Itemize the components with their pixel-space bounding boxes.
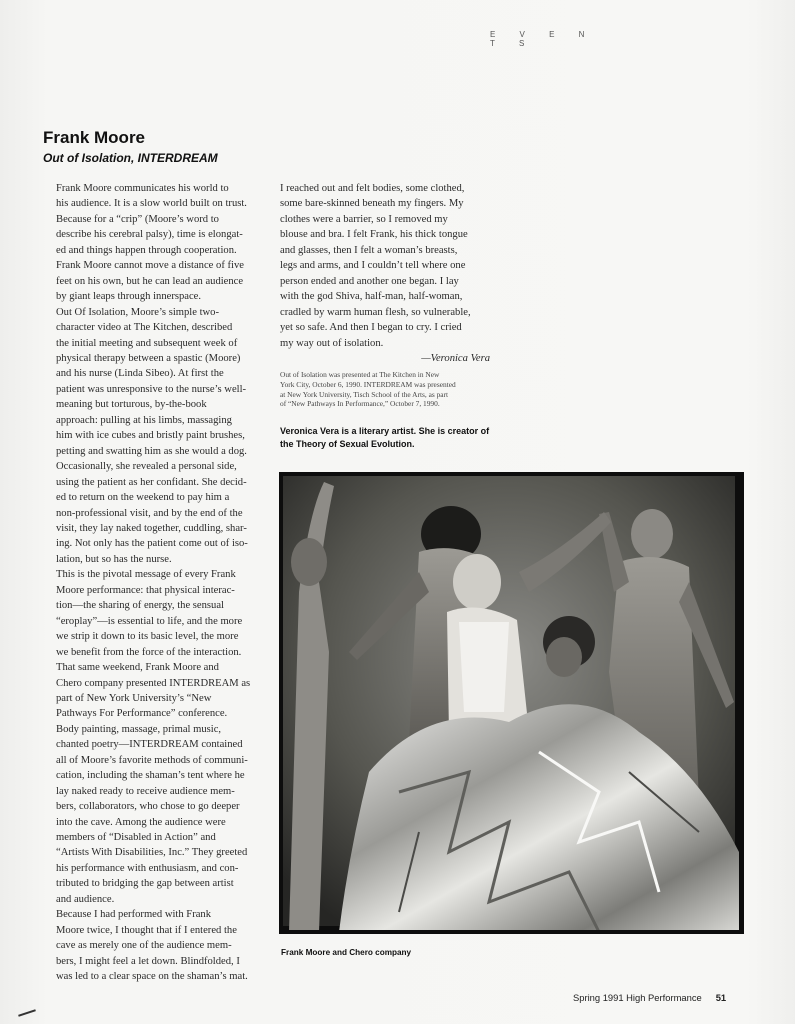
right-column: [280, 181, 510, 366]
issue-label: Spring 1991 High Performance: [573, 992, 702, 1003]
page-number: 51: [715, 992, 727, 1003]
section-header: E V E N T S: [490, 30, 596, 48]
page-footer: [573, 992, 726, 1003]
left-column: [42, 181, 260, 985]
photo-image: [279, 472, 744, 934]
article-title: Frank Moore: [43, 128, 146, 147]
paragraph: Out Of Isolation, Moore’s simple two- character video at The Kitchen, described the initial meeting and subsequent week of physical therapy between a spastic (Moore) and his nurse (Linda Sibeo). At first the patient was unresponsive to the nurse’s well- meaning but torturous, by-the-book approach: pulling at his limbs, massaging him with ice cubes and bristly paint brushes, petting and swatting him as she would a dog. Occasionally, she revealed a personal side, using the patient as her confidant. She decid- ed to return on the weekend to pay him a non-professional visit, and by the end of the visit, they lay naked together, cuddling, shar- ing. Not only has the patient come out of iso- lation, but so has the nurse.: [56, 306, 248, 565]
article-subtitle: Out of Isolation, INTERDREAM: [43, 151, 218, 165]
performance-photo: [279, 472, 744, 934]
photo-caption: Frank Moore and Chero company: [281, 948, 412, 957]
scan-mark: [18, 1009, 36, 1016]
author-signature: —Veronica Vera: [421, 352, 490, 364]
author-bio: Veronica Vera is a literary artist. She is creator of the Theory of Sexual Evolution.: [280, 426, 490, 449]
paragraph: That same weekend, Frank Moore and Chero company presented INTERDREAM as part of New York University’s “New Pathways For Performance” conference. Body painting, massage, primal music, chanted poetry—INTERDREAM contained all of Moore’s favorite methods of communi- cation, including the shaman’s tent where he lay naked ready to receive audience mem- bers, collaborators, who chose to go deeper into the cave. Among the audience were members of “Disabled in Action” and “Artists With Disabilities, Inc.” They greeted his performance with enthusiasm, and con- tributed to bridging the gap between artist and audience.: [56, 662, 251, 905]
paragraph: This is the pivotal message of every Frank Moore performance: that physical interac- tion—the sharing of energy, the sensual “eroplay”—is essential to life, and the more we strip it down to its basic level, the more we benefit from the force of the interaction.: [56, 569, 243, 658]
paragraph: Because I had performed with Frank Moore twice, I thought that if I entered the cave as merely one of the audience mem- bers, I might feel a let down. Blindfolded, I was led to a clear space on the shaman’s mat.: [56, 909, 248, 983]
performance-note: Out of Isolation was presented at The Kitchen in New York City, October 6, 1990. INTERDREAM was presented at New York University, Tisch School of the Arts, as part of “New Pathways In Performance,” October 7, 1990.: [280, 370, 456, 409]
paragraph: I reached out and felt bodies, some clothed, some bare-skinned beneath my fingers. My clothes were a barrier, so I removed my blouse and bra. I felt Frank, his thick tongue and glasses, then I felt a woman’s breasts, legs and arms, and I couldn’t tell where one person ended and another one began. I lay with the god Shiva, half-man, half-woman, cradled by warm human flesh, so vulnerable, yet so safe. And then I began to cry. I cried my way out of isolation.: [280, 183, 471, 349]
paragraph: Frank Moore communicates his world to his audience. It is a slow world built on trust. Because for a “crip” (Moore’s word to describe his cerebral palsy), time is elongat- ed and things happen through cooperation. Frank Moore cannot move a distance of five feet on his own, but he can lead an audience by giant leaps through innerspace.: [56, 183, 247, 303]
